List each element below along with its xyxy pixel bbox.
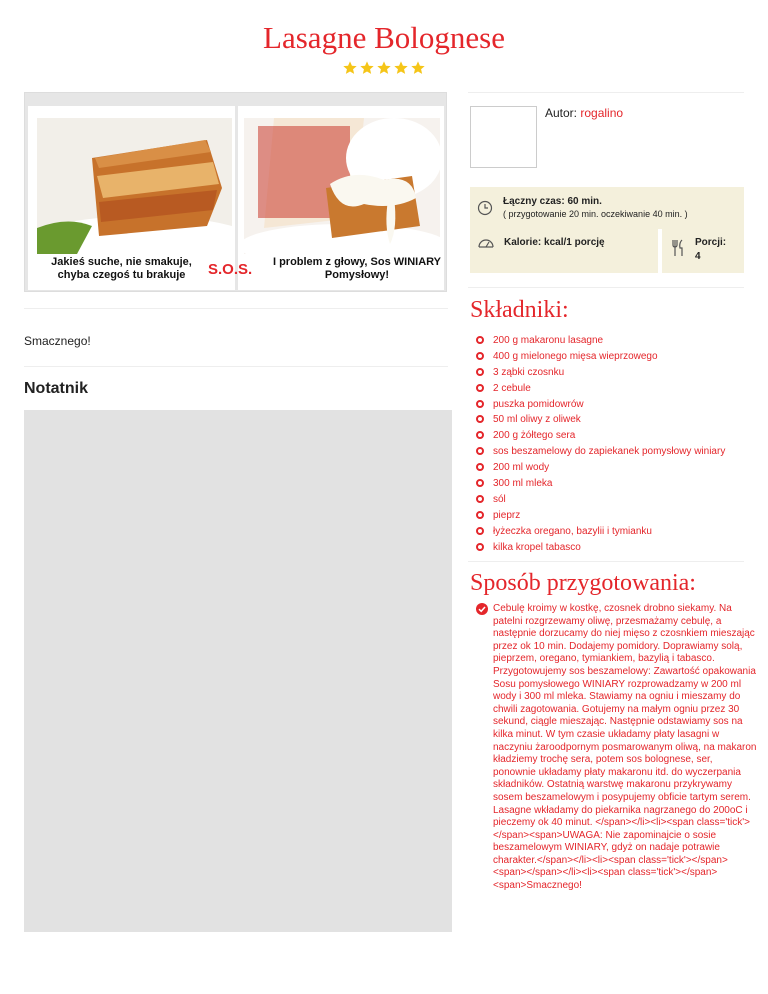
method-steps [476, 603, 758, 893]
clock-icon [477, 200, 493, 216]
divider [468, 561, 744, 562]
notebook-area[interactable] [24, 410, 452, 932]
time-breakdown: ( przygotowanie 20 min. oczekiwanie 40 min. ) [503, 209, 688, 219]
ingredient-item: łyżeczka oregano, bazylii i tymianku [476, 525, 725, 541]
bullet-icon [476, 400, 484, 408]
total-time-box [470, 187, 744, 229]
divider [468, 287, 744, 288]
ingredient-item: 3 ząbki czosnku [476, 366, 725, 382]
divider [468, 92, 744, 93]
ingredient-item: 200 ml wody [476, 461, 725, 477]
star-icon [342, 60, 358, 76]
ingredient-item: 50 ml oliwy z oliwek [476, 413, 725, 429]
cutlery-icon [671, 239, 685, 257]
servings-box [662, 229, 744, 273]
ingredients-heading: Składniki: [470, 297, 569, 323]
photo-right-caption: I problem z głowy, Sos WINIARY Pomysłowy! [272, 256, 442, 281]
calories-box [470, 229, 658, 273]
bullet-icon [476, 543, 484, 551]
servings-value: 4 [695, 251, 701, 262]
star-icon [410, 60, 426, 76]
author-line [545, 106, 623, 120]
ingredients-list [476, 334, 725, 556]
check-icon [476, 603, 488, 615]
bullet-icon [476, 495, 484, 503]
bullet-icon [476, 336, 484, 344]
bullet-icon [476, 463, 484, 471]
author-link[interactable]: rogalino [580, 106, 624, 120]
recipe-title: Lasagne Bolognese [263, 20, 505, 55]
bullet-icon [476, 479, 484, 487]
bullet-icon [476, 352, 484, 360]
gauge-icon [477, 235, 495, 251]
star-icon [359, 60, 375, 76]
bullet-icon [476, 527, 484, 535]
ingredient-item: 200 g makaronu lasagne [476, 334, 725, 350]
ingredient-item: 300 ml mleka [476, 477, 725, 493]
author-label: Autor: [545, 106, 578, 120]
rating-stars [0, 60, 768, 81]
lasagne-with-sauce-photo [244, 118, 440, 254]
servings-label: Porcji: [695, 237, 727, 248]
ingredient-item: sos beszamelowy do zapiekanek pomysłowy winiary [476, 445, 725, 461]
star-icon [376, 60, 392, 76]
note-text: Smacznego! [24, 334, 91, 348]
photo-sos-label: S.O.S. [208, 261, 253, 278]
bullet-icon [476, 431, 484, 439]
bullet-icon [476, 415, 484, 423]
divider [24, 308, 448, 309]
ingredient-item: pieprz [476, 509, 725, 525]
calories-text: Kalorie: kcal/1 porcję [504, 237, 605, 248]
photo-left-caption: Jakieś suche, nie smakuje, chyba czegoś tu brakuje [51, 256, 192, 281]
ingredient-item: sól [476, 493, 725, 509]
star-icon [393, 60, 409, 76]
ingredient-item: 2 cebule [476, 382, 725, 398]
bullet-icon [476, 384, 484, 392]
ingredient-item: 200 g żółtego sera [476, 429, 725, 445]
bullet-icon [476, 511, 484, 519]
avatar[interactable] [470, 106, 537, 168]
ingredient-item: kilka kropel tabasco [476, 541, 725, 557]
divider [24, 366, 448, 367]
ingredient-item: puszka pomidowrów [476, 398, 725, 414]
notebook-title: Notatnik [24, 380, 88, 397]
ingredient-item: 400 g mielonego mięsa wieprzowego [476, 350, 725, 366]
bullet-icon [476, 368, 484, 376]
bullet-icon [476, 447, 484, 455]
method-heading: Sposób przygotowania: [470, 570, 696, 596]
lasagne-photo [37, 118, 232, 254]
method-step-text: Cebulę kroimy w kostkę, czosnek drobno siekamy. Na patelni rozgrzewamy oliwę, przesmażamy cebulę, a następnie dorzucamy do niej mięso z czosnkiem mieszając przez ok 10 min. Dodajemy pomidory. Doprawiamy solą, pieprzem, oregano, tymiankiem, bazylią i tabasco. Przygotowujemy sos beszamelowy: Zawartość opakowania Sosu pomysłowego WINIARY rozprowadzamy w 200 ml wody i 300 ml mleka. Stawiamy na ogniu i mieszamy do chwili zagotowania. Gotujemy na małym ogniu przez 30 sekund, ciągle mieszając. Następnie odstawiamy sos na kilka minut. W tym czasie układamy płaty lasagni w naczyniu żaroodpornym posmarowanym oliwą, na makaron kładziemy trochę sera, potem sos bolognese, ser, ponownie układamy płaty makaronu itd. do wyczerpania składników. Ostatnią warstwę makaronu przykrywamy sosem beszamelowym i posypujemy obficie tartym serem. Lasagne wkładamy do piekarnika nagrzanego do 200oC i pieczemy ok 40 minut. </span></li><li><span class='tick'></span><span>UWAGA: Nie zapominajcie o sosie beszamelowym WINIARY, gdyż on nadaje potrawie charakter.</span></li><li><span class='tick'></span><span></span></li><li><span class='tick'></span><span>Smacznego! [493, 603, 757, 892]
total-time: Łączny czas: 60 min. [503, 196, 602, 207]
